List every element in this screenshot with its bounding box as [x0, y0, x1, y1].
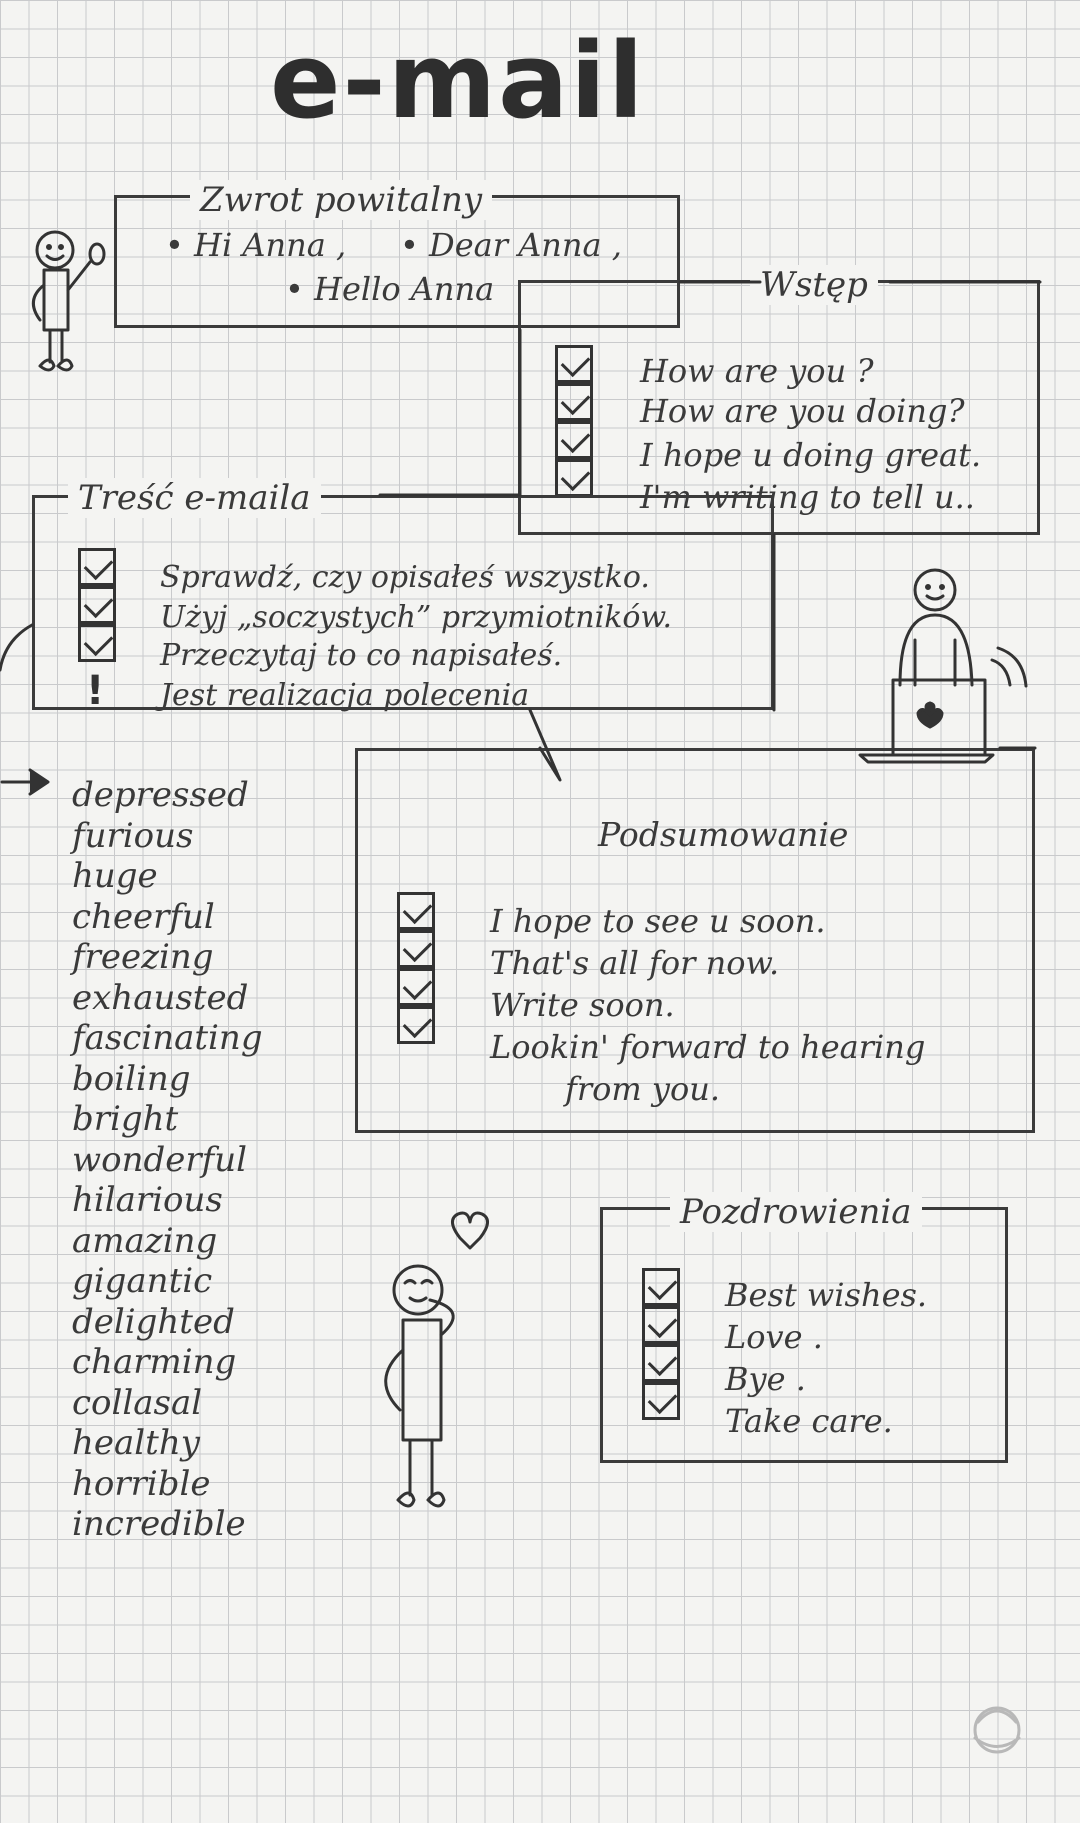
stick-figure-thinking-icon — [386, 1266, 453, 1506]
intro-line: I hope u doing great. — [640, 436, 982, 474]
greeting-heading: Zwrot powitalny — [190, 180, 492, 220]
body-line: Użyj „soczystych” przymiotników. — [160, 600, 673, 635]
summary-heading: Podsumowanie — [598, 815, 849, 854]
list-item: huge — [72, 856, 158, 896]
stick-figure-waving-icon — [33, 232, 104, 370]
list-item: exhausted — [72, 977, 249, 1018]
list-item: furious — [72, 815, 194, 856]
list-item: bright — [72, 1099, 179, 1139]
exclamation-icon: ! — [86, 668, 105, 714]
stick-figure-laptop-icon — [860, 570, 1026, 762]
regards-heading: Pozdrowienia — [670, 1192, 922, 1232]
summary-line: That's all for now. — [490, 944, 780, 982]
list-item: boiling — [72, 1058, 191, 1099]
list-item: delighted — [72, 1301, 235, 1342]
summary-line: Lookin' forward to hearing — [490, 1028, 926, 1066]
regards-line: Love . — [725, 1318, 823, 1356]
intro-line: How are you doing? — [640, 392, 965, 430]
summary-line: from you. — [565, 1070, 721, 1108]
summary-line: I hope to see u soon. — [490, 902, 826, 940]
list-item: depressed — [72, 775, 249, 815]
intro-heading: Wstęp — [750, 265, 878, 305]
regards-line: Best wishes. — [725, 1276, 928, 1314]
page-title: e-mail — [270, 20, 646, 142]
greeting-item: • Dear Anna , — [400, 226, 622, 264]
intro-line: How are you ? — [640, 352, 874, 390]
body-heading: Treść e-maila — [68, 478, 321, 518]
body-line: Sprawdź, czy opisałeś wszystko. — [160, 560, 650, 595]
list-item: healthy — [72, 1423, 200, 1463]
list-item: wonderful — [72, 1139, 247, 1180]
body-line: Przeczytaj to co napisałeś. — [160, 638, 563, 673]
list-item: collasal — [72, 1382, 203, 1423]
watermark-logo-icon — [975, 1708, 1019, 1752]
greeting-item: • Hello Anna — [285, 270, 495, 308]
intro-line: I'm writing to tell u.. — [640, 478, 975, 516]
body-line: Jest realizacja polecenia — [160, 678, 530, 713]
list-item: gigantic — [72, 1261, 213, 1301]
regards-line: Bye . — [725, 1360, 806, 1398]
list-item: horrible — [72, 1463, 211, 1504]
list-item: cheerful — [72, 896, 215, 937]
list-item: incredible — [72, 1504, 246, 1544]
regards-line: Take care. — [725, 1402, 893, 1440]
list-item: hilarious — [72, 1180, 223, 1220]
greeting-item: • Hi Anna , — [165, 226, 347, 264]
heart-icon — [452, 1213, 487, 1248]
list-item: fascinating — [72, 1018, 263, 1058]
list-item: charming — [72, 1342, 237, 1382]
summary-line: Write soon. — [490, 986, 675, 1024]
list-item: freezing — [72, 937, 214, 977]
list-item: amazing — [72, 1220, 218, 1261]
